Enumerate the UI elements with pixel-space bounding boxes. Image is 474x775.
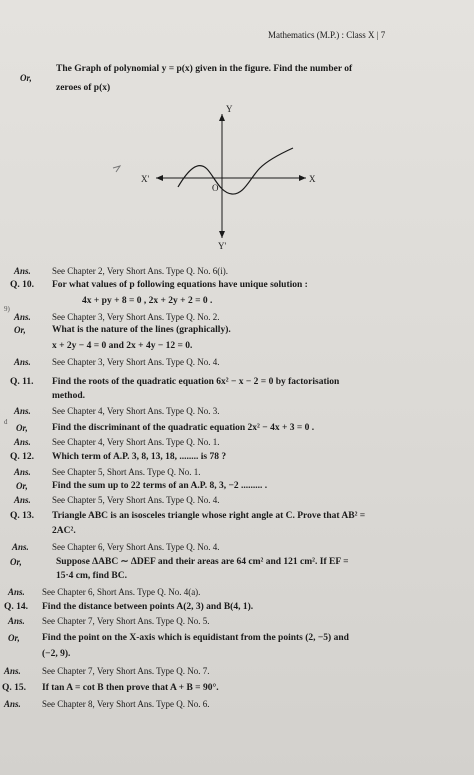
item-mark: Ans. bbox=[14, 312, 31, 322]
question-text: The Graph of polynomial y = p(x) given in the figure. Find the number of bbox=[56, 64, 353, 74]
item-text: See Chapter 6, Short Ans. Type Q. No. 4(a). bbox=[42, 587, 201, 597]
item-mark: Q. 15. bbox=[2, 683, 27, 693]
item-text: See Chapter 5, Very Short Ans. Type Q. No. 4. bbox=[52, 495, 220, 505]
item-mark: Q. 13. bbox=[10, 511, 35, 521]
item-text: See Chapter 6, Very Short Ans. Type Q. No. 4. bbox=[52, 542, 220, 552]
item-text: Find the point on the X-axis which is equidistant from the points (2, −5) and bbox=[42, 633, 349, 643]
or-mark: Or, bbox=[20, 73, 32, 83]
item-text: What is the nature of the lines (graphically). bbox=[52, 325, 231, 335]
item-mark: Or, bbox=[8, 633, 20, 643]
item-mark: Ans. bbox=[12, 542, 29, 552]
item-mark: Q. 11. bbox=[10, 377, 34, 387]
item-mark: Ans. bbox=[4, 699, 21, 709]
item-mark: Ans. bbox=[14, 266, 31, 276]
item-text: See Chapter 3, Very Short Ans. Type Q. No. 4. bbox=[52, 357, 220, 367]
question-text: zeroes of p(x) bbox=[56, 83, 111, 93]
item-text: See Chapter 3, Very Short Ans. Type Q. No. 2. bbox=[52, 312, 220, 322]
item-text: See Chapter 7, Very Short Ans. Type Q. No. 5. bbox=[42, 616, 210, 626]
origin-label: O bbox=[212, 183, 219, 193]
item-mark: Or, bbox=[16, 423, 28, 433]
item-text: 2AC². bbox=[52, 526, 76, 536]
x-axis-label: X bbox=[309, 174, 316, 184]
y-axis-label: Y bbox=[226, 104, 233, 114]
y-prime-label: Y' bbox=[218, 241, 227, 251]
item-mark: Q. 14. bbox=[4, 602, 29, 612]
item-text: If tan A = cot B then prove that A + B = 90°. bbox=[42, 683, 219, 693]
item-mark: Or, bbox=[14, 325, 26, 335]
item-mark: Or, bbox=[16, 481, 28, 491]
item-text: See Chapter 2, Very Short Ans. Type Q. No. 6(i). bbox=[52, 266, 229, 276]
item-mark: Ans. bbox=[4, 666, 21, 676]
item-text: (−2, 9). bbox=[42, 649, 71, 659]
item-text: Find the distance between points A(2, 3) and B(4, 1). bbox=[42, 602, 254, 612]
item-mark: Or, bbox=[10, 557, 22, 567]
margin-mark: 9) bbox=[4, 305, 10, 313]
item-mark: Ans. bbox=[8, 616, 25, 626]
item-mark: Ans. bbox=[8, 587, 25, 597]
item-mark: Ans. bbox=[14, 406, 31, 416]
item-text: See Chapter 7, Very Short Ans. Type Q. No. 7. bbox=[42, 666, 210, 676]
x-prime-label: X' bbox=[141, 174, 150, 184]
margin-mark: d bbox=[4, 418, 8, 426]
page-header: Mathematics (M.P.) : Class X | 7 bbox=[268, 30, 386, 40]
item-text: See Chapter 8, Very Short Ans. Type Q. No. 6. bbox=[42, 699, 210, 709]
item-mark: Ans. bbox=[14, 467, 31, 477]
equation: x + 2y − 4 = 0 and 2x + 4y − 12 = 0. bbox=[52, 341, 193, 351]
item-text: Which term of A.P. 3, 8, 13, 18, ........ is 78 ? bbox=[52, 452, 227, 462]
item-mark: Ans. bbox=[14, 495, 31, 505]
item-text: 15·4 cm, find BC. bbox=[56, 571, 127, 581]
equation: 4x + py + 8 = 0 , 2x + 2y + 2 = 0 . bbox=[82, 296, 213, 306]
item-text: Find the roots of the quadratic equation 6x² − x − 2 = 0 by factorisation bbox=[52, 377, 340, 387]
item-mark: Q. 12. bbox=[10, 452, 35, 462]
item-text: Find the discriminant of the quadratic equation 2x² − 4x + 3 = 0 . bbox=[52, 423, 315, 433]
item-mark: Q. 10. bbox=[10, 280, 35, 290]
item-text: See Chapter 5, Short Ans. Type Q. No. 1. bbox=[52, 467, 201, 477]
item-text: Find the sum up to 22 terms of an A.P. 8, 3, −2 ......... . bbox=[52, 481, 268, 491]
item-text: method. bbox=[52, 391, 85, 401]
item-text: For what values of p following equations have unique solution : bbox=[52, 280, 308, 290]
item-text: Suppose ΔABC ∼ ΔDEF and their areas are 64 cm² and 121 cm². If EF = bbox=[56, 557, 349, 567]
item-mark: Ans. bbox=[14, 437, 31, 447]
item-mark: Ans. bbox=[14, 357, 31, 367]
item-text: See Chapter 4, Very Short Ans. Type Q. No. 1. bbox=[52, 437, 220, 447]
item-text: See Chapter 4, Very Short Ans. Type Q. No. 3. bbox=[52, 406, 220, 416]
item-text: Triangle ABC is an isosceles triangle whose right angle at C. Prove that AB² = bbox=[52, 511, 366, 521]
